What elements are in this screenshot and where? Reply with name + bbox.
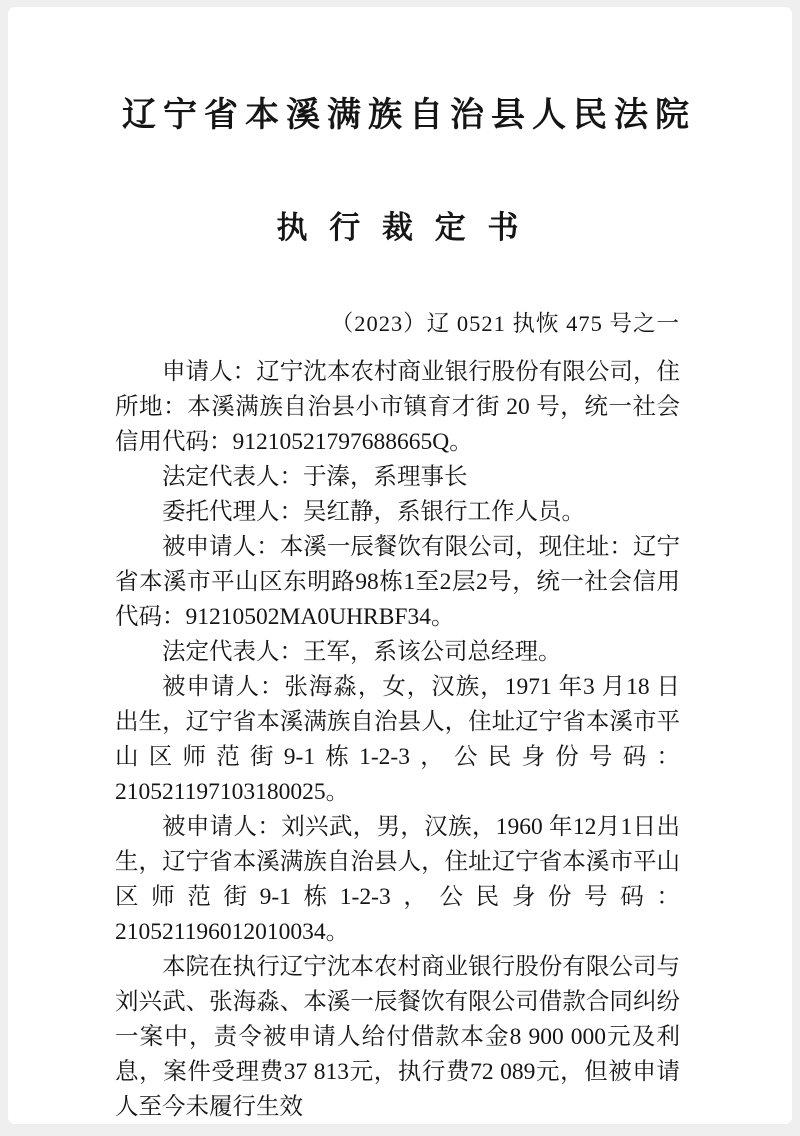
paragraph: 委托代理人：吴红静，系银行工作人员。 [162,499,585,525]
case-number: （2023）辽 0521 执恢 475 号之一 [330,311,680,336]
paragraph: 被申请人：刘兴武，男，汉族，1960 年12月1日出生，辽宁省本溪满族自治县人，住址辽宁省本溪市平山区师范街9-1栋1-2-3，公民身份号码：210521196012010034。 [115,814,680,945]
court-name: 辽宁省本溪满族自治县人民法院 [122,97,696,134]
paragraph: 被申请人：张海淼，女，汉族，1971 年3 月18 日出生，辽宁省本溪满族自治县人，住址辽宁省本溪市平山区师范街9-1栋1-2-3，公民身份号码：210521197103180025。 [115,674,680,805]
document-title: 执 行 裁 定 书 [276,210,526,245]
document-body [115,355,680,1124]
paragraph: 法定代表人：于溱，系理事长 [162,464,468,490]
paragraph: 本院在执行辽宁沈本农村商业银行股份有限公司与刘兴武、张海淼、本溪一辰餐饮有限公司借款合同纠纷一案中，责令被申请人给付借款本金8 900 000元及利息，案件受理费37 813元，执行费72 089元，但被申请人至今未履行生效 [115,954,680,1120]
document-page [8,7,792,1124]
paragraph: 被申请人：本溪一辰餐饮有限公司，现住址：辽宁省本溪市平山区东明路98栋1至2层2号，统一社会信用代码：91210502MA0UHRBF34。 [115,534,680,630]
document-content [8,7,792,1124]
paragraph: 申请人：辽宁沈本农村商业银行股份有限公司，住所地：本溪满族自治县小市镇育才街 20 号，统一社会信用代码：91210521797688665Q。 [115,359,680,455]
paragraph: 法定代表人：王军，系该公司总经理。 [162,639,562,665]
